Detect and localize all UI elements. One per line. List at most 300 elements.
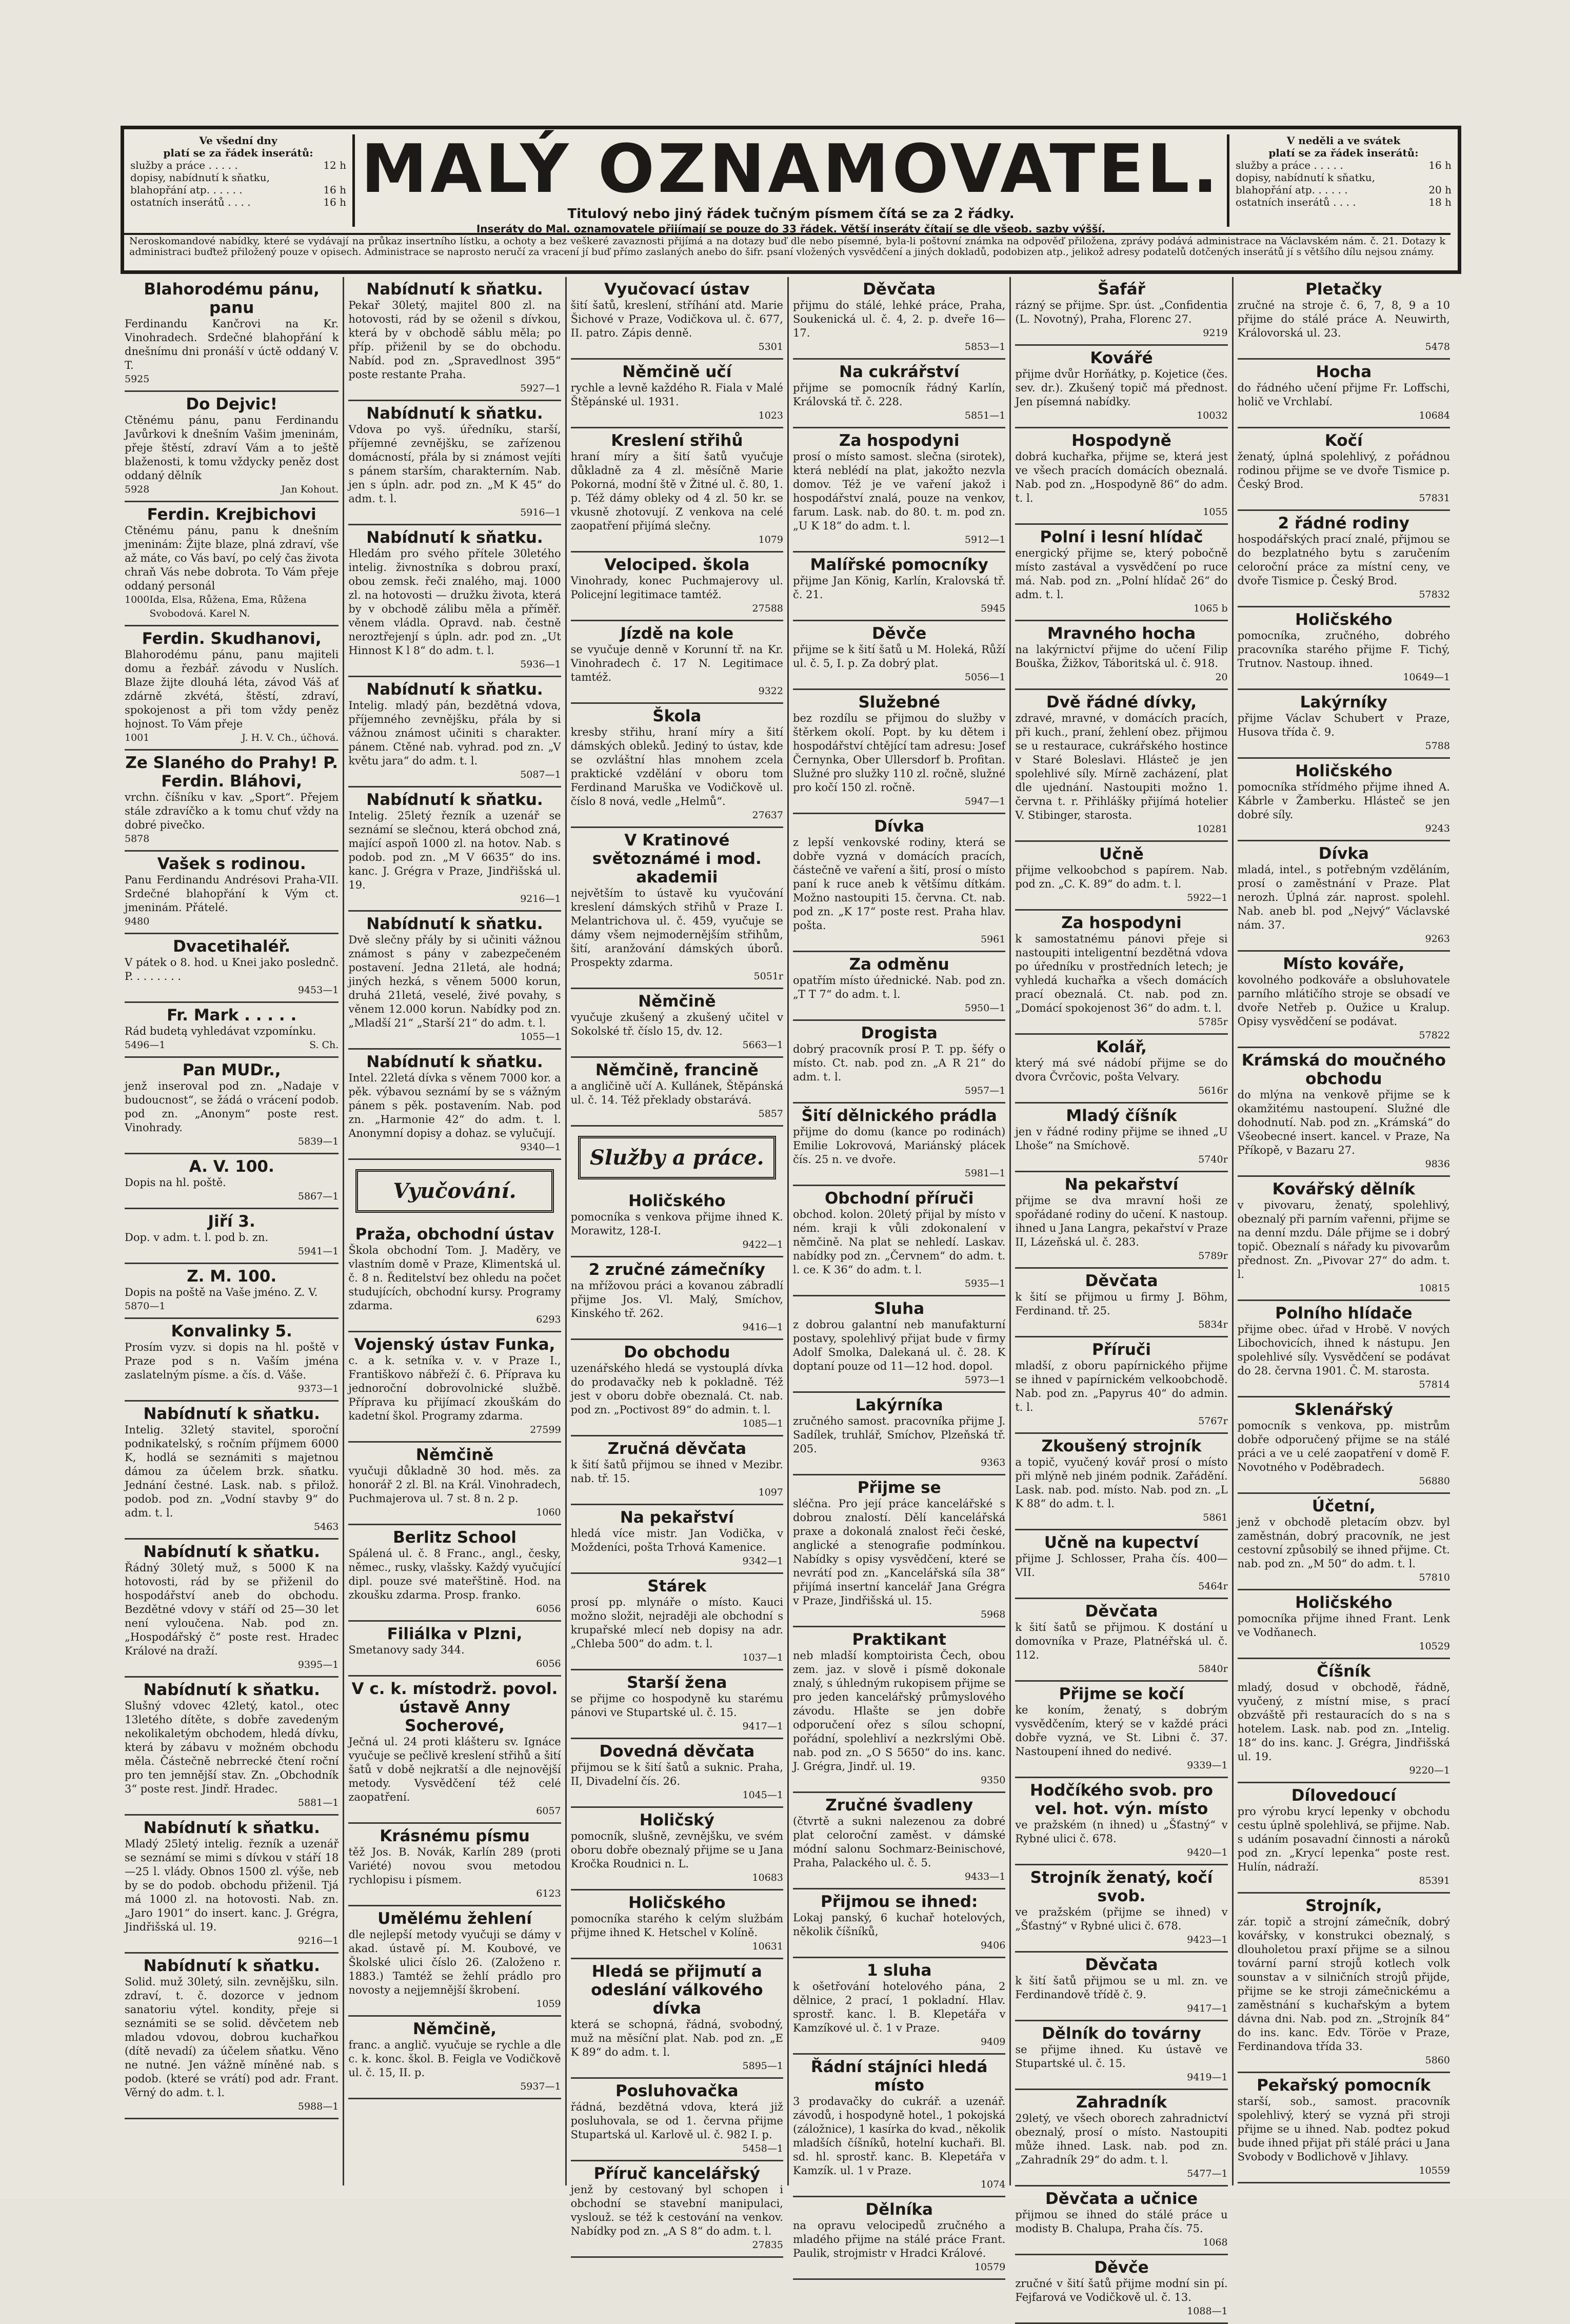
ad-heading: 2 řádné rodiny bbox=[1278, 514, 1409, 533]
ad-heading: Dívka bbox=[874, 817, 925, 836]
classifieds-header bbox=[121, 126, 1461, 274]
ad-number: 1097 bbox=[758, 1487, 783, 1498]
ad-number: Jan Kohout. bbox=[281, 484, 339, 495]
classified-ad bbox=[1015, 2021, 1227, 2090]
ad-heading: Pletačky bbox=[1305, 280, 1382, 299]
ad-body: franc. a anglič. vyučuje se rychle a dle c. k. konc. škol. B. Feigla ve Vodičkově ul. č. 15, II. p. bbox=[348, 2039, 561, 2079]
ad-number: 9216—1 bbox=[297, 1935, 339, 1946]
ad-number: 10281 bbox=[1197, 823, 1228, 835]
ad-heading: Němčině bbox=[638, 992, 716, 1011]
classified-ad bbox=[793, 1104, 1005, 1186]
ad-body: k šití se přijmou u firmy J. Böhm, Ferdinand. tř. 25. bbox=[1015, 1291, 1228, 1317]
ad-footer bbox=[793, 2035, 1005, 2049]
ad-footer bbox=[1238, 491, 1450, 505]
ad-code: 5925 bbox=[125, 373, 150, 385]
ad-body: která se schopná, řádná, svobodný, muž na měsíční plat. Nab. pod zn. „E K 89“ do adm. t. l. bbox=[570, 2018, 783, 2058]
classified-ad bbox=[1238, 360, 1450, 428]
classified-ad bbox=[348, 401, 561, 525]
ad-heading: Příruč kancelářský bbox=[593, 2164, 760, 2183]
ad-body: z lepší venkovské rodiny, která se dobře vyzná v domácích pracích, částečně ve vaření a šití, prosí o místo paní k ruce aneb k většímu dítkám. Možno nastoupiti 15. června. Ct. nab. pod zn. „K 17“ poste rest. Praha hlav. pošta. bbox=[793, 836, 1006, 932]
ad-number: 1045—1 bbox=[742, 1789, 783, 1801]
ad-code: 9480 bbox=[125, 916, 150, 927]
ad-body: energický přijme se, který pobočně místo zastával a vysvědčení po ruce má. Nab. pod zn. „Polní hlídač 26“ do adm. t. l. bbox=[1015, 547, 1228, 601]
rates-sunday-heading: V neděli a ve svátek bbox=[1286, 134, 1401, 147]
ad-number: 5867—1 bbox=[297, 1191, 339, 1202]
ad-heading: Za hospodyni bbox=[1061, 914, 1182, 932]
classified-ad bbox=[793, 1186, 1005, 1296]
ad-footer bbox=[348, 1140, 561, 1154]
column-1 bbox=[121, 277, 343, 2185]
classified-ad bbox=[1238, 1659, 1450, 1783]
ad-body: ženatý, úplná spolehlivý, z pořádnou rodinou přijme se ve dvoře Tismice p. Český Brod. bbox=[1237, 450, 1450, 490]
classified-ad bbox=[1238, 1783, 1450, 1894]
ad-heading: Mladý číšník bbox=[1066, 1107, 1177, 1125]
ad-body: vyučuje zkušený a zkušený učitel v Sokolské tř. číslo 15, dv. 12. bbox=[570, 1011, 783, 1037]
ad-footer bbox=[571, 1417, 783, 1431]
ad-body: Škola obchodní Tom. J. Maděry, ve vlastním domě v Praze, Klimentská ul. č. 8 n. Ředitelství bez ohledu na počet studujících, obchodní kursy. Programy zdarma. bbox=[348, 1244, 561, 1312]
ad-body: Mladý 25letý intelig. řezník a uzenář se seznámí se mimi s dívkou v stáří 18—25 l. vlády. Obnos 1500 zl. výše, neb by se do podob. obchodu přiženil. Tjá má 1000 zl. na hotovosti. Nab. zn. „Jaro 1901“ do insert. kanc. J. Grégra, Jindřišská ul. 19. bbox=[125, 1838, 339, 1933]
ad-heading: Pekařský pomocník bbox=[1257, 2076, 1431, 2095]
ad-heading: Strojník ženatý, kočí svob. bbox=[1030, 1868, 1213, 1905]
ad-footer bbox=[348, 658, 561, 672]
classified-ad bbox=[1015, 1865, 1227, 1953]
ad-body: Panu Ferdinandu Andrésovi Praha-VII. Srdečné blahopřání k Vým ct. jmeninám. Přátelé. bbox=[125, 874, 339, 914]
ad-heading: Děvče bbox=[871, 624, 927, 643]
classified-ad bbox=[125, 852, 339, 934]
ad-heading: Ferdin. Skudhanovi, bbox=[142, 629, 322, 648]
ad-number: 57810 bbox=[1419, 1572, 1450, 1583]
ad-footer bbox=[1015, 2236, 1227, 2250]
classified-ad bbox=[571, 360, 783, 428]
ad-heading: Krámská do moučného obchodu bbox=[1241, 1051, 1446, 1088]
section-heading: Vyučování. bbox=[355, 1169, 553, 1213]
ad-number: 9342—1 bbox=[742, 1555, 783, 1567]
classified-ad bbox=[1015, 1035, 1227, 1104]
ad-number: 9263 bbox=[1425, 933, 1450, 944]
ad-number: 5945 bbox=[980, 603, 1006, 614]
ad-number: 27835 bbox=[752, 2239, 783, 2251]
classified-ad bbox=[125, 1319, 339, 1402]
classified-ad bbox=[125, 934, 339, 1003]
ad-footer bbox=[348, 892, 561, 906]
ad-body: mladší, z oboru papírnického přijme se ihned v papírnickém velkoobchodě. Nab. pod zn. „Papyrus 40“ do admin. t. l. bbox=[1015, 1360, 1228, 1413]
ad-heading: Jízdě na kole bbox=[620, 624, 734, 643]
ad-number: 57831 bbox=[1419, 493, 1450, 504]
ad-code: 5878 bbox=[125, 833, 150, 844]
ad-number: 1065 b bbox=[1194, 603, 1228, 614]
classified-ad bbox=[793, 952, 1005, 1021]
ad-body: dobrý pracovník prosí P. T. pp. šéfy o místo. Ct. nab. pod zn. „A R 21“ do adm. t. l. bbox=[793, 1043, 1006, 1083]
ad-footer bbox=[571, 1940, 783, 1954]
ad-footer bbox=[348, 506, 561, 520]
ad-number: 5834r bbox=[1198, 1319, 1228, 1330]
classified-ad bbox=[793, 2197, 1005, 2280]
classified-ad bbox=[348, 1332, 561, 1443]
ad-footer bbox=[793, 1084, 1005, 1098]
ad-body: největším to ústavě ku vyučování kreslení dámských střihů v Praze I. Melantrichova ul. č. 459, vyučuje se dámy všem nejmodernějším střihům, šití, aranžování dámských úborů. Prospekty zdarma. bbox=[570, 887, 783, 969]
ad-heading: Do obchodu bbox=[624, 1343, 730, 1362]
ad-heading: Vyučovací ústav bbox=[604, 280, 750, 299]
ad-number: 1037—1 bbox=[742, 1652, 783, 1663]
ad-heading: Nabídnutí k sňatku. bbox=[366, 1053, 543, 1071]
ad-footer bbox=[1015, 326, 1227, 340]
ad-footer bbox=[793, 1774, 1005, 1787]
ad-number: 5895—1 bbox=[742, 2060, 783, 2072]
classified-ad bbox=[571, 704, 783, 828]
ad-body: Dvě slečny přály by si učiniti vážnou známost s pány v zabezpečeném postavení. Jedna 21letá, ale hodná; jiných hezká, s věnem 5000 korun, druhá 21letá, veselé, živé povahy, s věnem 12.000 korun. Nabídky pod zn. „Mladší 21“ „Starší 21“ do adm. t. l. bbox=[348, 934, 561, 1029]
ad-body: pomocníka, zručného, dobrého pracovníka starého přijme F. Tichý, Trutnov. Nastoup. ihned. bbox=[1237, 629, 1450, 669]
rate-row: služby a práce . . . . . 16 h bbox=[1236, 159, 1452, 171]
ad-footer bbox=[793, 1167, 1005, 1180]
classified-ad bbox=[571, 621, 783, 704]
ad-number: 5950—1 bbox=[964, 1002, 1006, 1014]
classified-ad bbox=[793, 814, 1005, 952]
ad-number: 27588 bbox=[752, 603, 783, 614]
ad-body: k šití šatů přijmou se u ml. zn. ve Ferdinandově třídě č. 9. bbox=[1015, 1975, 1228, 2001]
ad-body: přijme dvůr Horňátky, p. Kojetice (čes. sev. dr.). Zkušený topič má přednost. Jen písemná nabídky. bbox=[1015, 368, 1228, 408]
masthead-subtitle: Titulový nebo jiný řádek tučným písmem čítá se za 2 řádky. bbox=[567, 206, 1015, 222]
classified-ad bbox=[348, 525, 561, 677]
ad-heading: Němčině učí bbox=[622, 363, 732, 381]
ad-heading: Kovářé bbox=[1090, 349, 1153, 367]
ad-footer bbox=[571, 2059, 783, 2073]
ad-heading: Dvě řádné dívky, bbox=[1046, 693, 1197, 712]
ad-heading: Účetní, bbox=[1311, 1497, 1376, 1515]
ad-footer bbox=[1015, 1511, 1227, 1525]
classified-ad bbox=[571, 1574, 783, 1670]
ad-footer bbox=[1015, 891, 1227, 905]
ad-footer bbox=[571, 970, 783, 983]
ad-number: 5851—1 bbox=[964, 410, 1006, 421]
ad-heading: Holičského bbox=[1295, 762, 1393, 780]
ad-body: přijme Václav Schubert v Praze, Husova třída č. 9. bbox=[1237, 712, 1450, 738]
ad-footer bbox=[1238, 409, 1450, 423]
ad-code: 1000 bbox=[125, 594, 150, 605]
ad-body: k šití šatů se přijmou. K dostání u domovníka v Praze, Platnéřská ul. č. 112. bbox=[1015, 1621, 1228, 1661]
ad-heading: Dívka bbox=[1318, 844, 1369, 863]
ad-body: Vinohrady, konec Puchmajerovy ul. Policejní legitimace tamtéž. bbox=[570, 575, 783, 601]
ad-footer bbox=[1015, 1084, 1227, 1098]
ad-body: uzenářského hledá se vystouplá dívka do prodavačky neb k pokladně. Též jest v oboru dobře obeznalá. Ct. nab. pod zn. „Poctivost 89“ do admin. t. l. bbox=[570, 1362, 783, 1416]
classified-ad bbox=[1015, 2090, 1227, 2187]
ad-number: 5087—1 bbox=[520, 769, 561, 780]
ad-footer bbox=[348, 2080, 561, 2094]
ad-body: z dobrou galantní neb manufakturní postavy, spolehlivý přijat bude v firmy Adolf Smolka, Dalekaná ul. č. 28. K doptaní pouze od 11—12 hod. dopol. bbox=[793, 1318, 1006, 1372]
rate-row: dopisy, nabídnutí k sňatku, bbox=[1236, 171, 1375, 184]
ad-body: Prosím vyzv. si dopis na hl. poště v Praze pod s n. Vaším jména zaslatelným písme. a čís. d. Váše. bbox=[125, 1341, 339, 1381]
ad-body: přijme se pomocník řádný Karlín, Královská tř. č. 228. bbox=[793, 382, 1006, 408]
ad-footer bbox=[1015, 2002, 1227, 2016]
ad-footer bbox=[1238, 1029, 1450, 1042]
ad-heading: Holičského bbox=[628, 1192, 726, 1210]
classified-ad bbox=[793, 1958, 1005, 2055]
ad-footer bbox=[571, 340, 783, 354]
ad-number: 5968 bbox=[980, 1609, 1006, 1620]
ad-body: dle nejlepší metody vyučuji se dámy v akad. ústavě pí. M. Koubové, ve Školské ulici číslo 26. (Založeno r. 1883.) Tamtéž se žehlí prádlo pro novosty a nejjemnější škrobení. bbox=[348, 1928, 561, 1996]
ad-footer bbox=[1238, 932, 1450, 946]
ad-heading: Malířské pomocníky bbox=[810, 556, 988, 574]
ad-body: přijme J. Schlosser, Praha čís. 400—VII. bbox=[1015, 1552, 1228, 1579]
classified-ad bbox=[571, 1340, 783, 1436]
ad-body: c. a k. setníka v. v. v Praze I., Františkovo nábřeží č. 6. Příprava ku jednoroční dobrovolnické službě. Příprava ku přijímací zkouškám do kadetní škol. Programy zdarma. bbox=[348, 1354, 561, 1422]
classified-ad bbox=[348, 2017, 561, 2099]
classified-ad bbox=[125, 1058, 339, 1154]
ad-number: 85391 bbox=[1419, 1875, 1450, 1886]
ad-footer bbox=[571, 1651, 783, 1665]
column-4 bbox=[787, 277, 1009, 2273]
ad-number: 5767r bbox=[1198, 1415, 1228, 1427]
ad-footer bbox=[1015, 1249, 1227, 1263]
ad-body: Intelig. mladý pán, bezdětná vdova, příjemného zevnějšku, přála by si vážnou známost učiniti s charakter. pánem. Ctěné nab. vyhrad. pod zn. „V květu jara“ do adm. t. l. bbox=[348, 699, 561, 767]
ad-number: S. Ch. bbox=[309, 1039, 339, 1051]
ad-number: 10649—1 bbox=[1403, 672, 1450, 683]
ad-footer bbox=[1015, 1933, 1227, 1947]
ad-footer bbox=[571, 1788, 783, 1802]
ad-number: 5463 bbox=[313, 1521, 339, 1532]
ad-number: 5922—1 bbox=[1187, 892, 1228, 903]
ad-footer bbox=[1015, 1846, 1227, 1860]
ad-number: 5861 bbox=[1203, 1512, 1228, 1523]
ad-heading: Dílovedoucí bbox=[1291, 1786, 1396, 1805]
classified-ad bbox=[1015, 277, 1227, 346]
ad-number: 6056 bbox=[536, 1603, 561, 1614]
ad-footer bbox=[1238, 588, 1450, 602]
ad-heading: Místo kováře, bbox=[1283, 955, 1405, 973]
classified-ad bbox=[793, 428, 1005, 553]
classified-ad bbox=[125, 626, 339, 751]
ad-number: 1088—1 bbox=[1187, 2306, 1228, 2317]
ad-footer bbox=[1015, 2305, 1227, 2318]
ad-heading: Šafář bbox=[1098, 280, 1145, 299]
ad-number: 5785r bbox=[1198, 1016, 1228, 1028]
ad-body: Dopis na hl. poště. bbox=[125, 1176, 226, 1189]
ad-number: 9417—1 bbox=[1187, 2003, 1228, 2014]
classified-ad bbox=[571, 1189, 783, 1257]
classified-ad bbox=[793, 1889, 1005, 1958]
ad-number: 9395—1 bbox=[297, 1659, 339, 1670]
ad-number: 5961 bbox=[980, 934, 1006, 945]
ad-body: starší, sob., samost. pracovník spolehlivý, který se vyzná při stroji přijme se u ihned. Nab. podtez pokud bude ihned přijat při stálé práci u Jana Svobody v Bodlichově v Jihlavy. bbox=[1237, 2095, 1450, 2163]
ad-number: 5616r bbox=[1198, 1085, 1228, 1096]
ad-number: 5663—1 bbox=[742, 1039, 783, 1051]
ad-footer bbox=[348, 1887, 561, 1901]
ad-heading: Nabídnutí k sňatku. bbox=[143, 1405, 320, 1423]
classified-ad bbox=[793, 553, 1005, 621]
ad-footer bbox=[125, 593, 339, 621]
classified-ad bbox=[125, 1209, 339, 1264]
ad-heading: Němčině, francině bbox=[595, 1061, 759, 1079]
ad-footer bbox=[1238, 1282, 1450, 1295]
ad-footer bbox=[1238, 1764, 1450, 1778]
classified-ad bbox=[571, 553, 783, 621]
ad-footer bbox=[1238, 1571, 1450, 1585]
ad-footer bbox=[1015, 505, 1227, 519]
column-2 bbox=[343, 277, 565, 2185]
ad-footer bbox=[125, 483, 339, 497]
ad-heading: Ze Slaného do Prahy! P. Ferdin. Bláhovi, bbox=[125, 754, 338, 791]
classified-ad bbox=[1015, 346, 1227, 428]
ad-body: který má své nádobí přijme se do dvora Čvrčovic, pošta Velvary. bbox=[1015, 1057, 1228, 1083]
classified-ad bbox=[1238, 1590, 1450, 1659]
ad-heading: Dovedná děvčata bbox=[599, 1742, 755, 1761]
ad-footer bbox=[1015, 2167, 1227, 2181]
ad-heading: Na pekařství bbox=[620, 1508, 734, 1527]
ad-number: 9420—1 bbox=[1187, 1847, 1228, 1858]
ad-number: 9243 bbox=[1425, 823, 1450, 834]
classified-ad bbox=[793, 277, 1005, 360]
ad-footer bbox=[571, 1486, 783, 1500]
ad-heading: Holičského bbox=[1295, 1593, 1393, 1612]
ad-footer bbox=[793, 1939, 1005, 1953]
ad-body: k šití šatů přijmou se ihned v Mezibr. nab. tř. 15. bbox=[570, 1459, 783, 1485]
ad-heading: Přijme se bbox=[857, 1479, 941, 1497]
ad-heading: 2 zručné zámečníky bbox=[588, 1261, 765, 1279]
ad-number: 27637 bbox=[752, 810, 783, 821]
ad-body: pomocníka přijme ihned Frant. Lenk ve Vodňanech. bbox=[1237, 1612, 1450, 1639]
ad-number: 5937—1 bbox=[520, 2081, 561, 2092]
ad-footer bbox=[125, 372, 339, 386]
ad-number: 9419—1 bbox=[1187, 2072, 1228, 2083]
ad-heading: Do Dejvic! bbox=[186, 395, 277, 413]
classified-ad bbox=[1238, 2073, 1450, 2183]
ad-body: Smetanovy sady 344. bbox=[348, 1644, 465, 1656]
classified-ad bbox=[1015, 690, 1227, 842]
ad-body: opatřím místo úřednické. Nab. pod zn. „T T 7“ do adm. t. l. bbox=[793, 974, 1006, 1000]
rates-weekday-heading: Ve všední dny bbox=[199, 134, 277, 147]
ad-footer bbox=[793, 1870, 1005, 1884]
ad-footer bbox=[125, 915, 339, 929]
ad-number: 5857 bbox=[758, 1108, 783, 1119]
ad-footer bbox=[1015, 1015, 1227, 1029]
ad-number: 1085—1 bbox=[742, 1418, 783, 1429]
classified-ad bbox=[125, 1954, 339, 2119]
ad-heading: Za hospodyni bbox=[839, 431, 960, 450]
classified-ad bbox=[1238, 841, 1450, 952]
ad-body: k samostatnému pánovi přeje si nastoupiti inteligentní bezdětná vdova po úředníku v prostředních letech; je vyhledá kuchařka a všech domácích prací obeznalá. Ct. nab. pod zn. „Domácí spokojenost 36“ do adm. t. l. bbox=[1015, 933, 1228, 1014]
classified-ad bbox=[1015, 2255, 1227, 2324]
ad-heading: Polního hlídače bbox=[1275, 1304, 1413, 1323]
ad-heading: Pan MUDr., bbox=[182, 1061, 281, 1079]
ad-footer bbox=[793, 340, 1005, 354]
ad-footer bbox=[125, 1658, 339, 1672]
ad-number: 5947—1 bbox=[964, 796, 1006, 807]
ad-heading: Hledá se přijmutí a odeslání válkového dívka bbox=[591, 1962, 763, 2018]
ad-footer bbox=[1015, 1318, 1227, 1332]
classified-ad bbox=[348, 277, 561, 401]
ad-code: 1001 bbox=[125, 732, 150, 743]
ad-footer bbox=[793, 533, 1005, 547]
ad-number: 5789r bbox=[1198, 1250, 1228, 1262]
ad-heading: Nabídnutí k sňatku. bbox=[366, 915, 543, 933]
ad-body: (čtvrtě a sukni nalezenou za dobré plat celoroční zaměst. v dámské módní salonu Sochmarz-Beinischové, Praha, Palackého ul. č. 5. bbox=[793, 1815, 1006, 1869]
ad-body: a topič, vyučený kovář prosí o místo při mlýně neb jiném podnik. Zařádění. Lask. nab. pod. místo. Nab. pod zn. „L K 88“ do adm. t. l. bbox=[1015, 1456, 1228, 1510]
ad-footer bbox=[348, 1313, 561, 1327]
ad-number: 6057 bbox=[536, 1805, 561, 1817]
ad-heading: Sluha bbox=[874, 1299, 925, 1318]
ad-footer bbox=[348, 1423, 561, 1437]
ad-number: 5853—1 bbox=[964, 341, 1006, 352]
ad-heading: Kreslení střihů bbox=[611, 431, 743, 450]
classified-ad bbox=[1015, 1104, 1227, 1172]
ad-footer bbox=[348, 1506, 561, 1520]
ad-body: Intel. 22letá dívka s věnem 7000 kor. a pěk. výbavou seznámí by se s vážným pánem s pěk. postavením. Nab. pod zn. „Harmonie 42“ do adm. t. l. Anonymní dopisy a dohaz. se vylučují. bbox=[348, 1072, 561, 1139]
classified-ad bbox=[1238, 1894, 1450, 2073]
ad-body: Hledám pro svého přítele 30letého intelig. živnostníka s dobrou praxí, obou zemsk. řeči znalého, maj. 1000 zl. na hotovosti — družku života, která by v obchodě zálibu měla a příměř. věnem vládla. Opravd. nab. čestně neroztřejenjí s úpln. adr. pod zn. „Ut Hinnost K l 8“ do adm. t. l. bbox=[348, 547, 561, 657]
ad-footer bbox=[571, 2238, 783, 2252]
ad-heading: Nabídnutí k sňatku. bbox=[366, 280, 543, 299]
ad-body: Blahorodému pánu, panu majiteli domu a řezbář. závodu v Nuslích. Blaze žijte dlouhá léta, závod Váš ať zdárně zkvétá, štěstí, zdraví, spokojenost a při tom vždy peněz hojnost. To Vám přeje bbox=[125, 648, 339, 730]
ad-code: 5496—1 bbox=[125, 1039, 166, 1051]
classified-ad bbox=[571, 277, 783, 360]
ad-heading: A. V. 100. bbox=[189, 1157, 274, 1176]
ad-body: přijme se dva mravní hoši ze spořádané rodiny do učení. K nastoup. ihned u Jana Langra, pekařství v Praze II, Lázeňská ul. č. 283. bbox=[1015, 1194, 1228, 1248]
ad-footer bbox=[125, 983, 339, 997]
ad-footer bbox=[1015, 602, 1227, 616]
classified-ad bbox=[571, 1959, 783, 2079]
ad-heading: Nabídnutí k sňatku. bbox=[366, 680, 543, 699]
ad-heading: Děvčata bbox=[863, 280, 936, 299]
ad-footer bbox=[793, 1373, 1005, 1387]
ad-heading: Děvčata bbox=[1085, 1956, 1158, 1974]
ad-number: 5477—1 bbox=[1187, 2168, 1228, 2179]
ad-heading: Obchodní příruči bbox=[824, 1189, 974, 1208]
ad-number: 9453—1 bbox=[297, 984, 339, 996]
rates-sunday-subheading: platí se za řádek inserátů: bbox=[1268, 147, 1419, 159]
ad-number: 5478 bbox=[1425, 341, 1450, 352]
classified-ad bbox=[571, 1890, 783, 1959]
ad-number: 10559 bbox=[1419, 2165, 1450, 2176]
ad-footer bbox=[1238, 1474, 1450, 1488]
ad-footer bbox=[125, 1245, 339, 1258]
rate-row: dopisy, nabídnutí k sňatku, bbox=[130, 171, 270, 184]
ad-heading: Učně na kupectví bbox=[1044, 1533, 1199, 1552]
ad-footer bbox=[793, 1001, 1005, 1015]
ad-body: Intelig. 32letý stavitel, sporoční podnikatelský, s ročním příjmem 6000 K, hodlá se seznámiti s majetnou dámou za účelem brzk. sňatku. Jednání čestné. Lask. nab. s přilož. podob. pod zn. „Vodní stavby 9“ do adm. t. l. bbox=[125, 1424, 339, 1519]
ad-footer bbox=[1238, 1378, 1450, 1392]
ad-body: Slušný vdovec 42letý, katol., otec 13letého dítěte, s dobře zavedeným nekolikaletým obchodem, hledá dívku, která by zábavu v možném obchodu měla. Částečně nebrrecké čtení roční pro ten jemnější stav. Zn. „Obchodník 3“ poste rest. Jindř. Hradec. bbox=[125, 1700, 339, 1795]
ad-body: Ctěnému pánu, panu Ferdinandu Javůrkovi k dnešním Vašim jmeninám, přeje štěstí, zdraví Vám a to ještě blaženosti, k tomu vždycky peněz dost oddaný dělník bbox=[125, 414, 339, 482]
ad-body: pomocník s venkova, pp. mistrům dobře odporučený přijme se na stálé práci a ve u celé zaopatření v domě F. Novotného v Poděbradech. bbox=[1237, 1420, 1450, 1473]
ad-heading: Hospodyně bbox=[1071, 431, 1171, 450]
ad-heading: Fr. Mark . . . . . bbox=[167, 1006, 297, 1025]
ad-number: 9373—1 bbox=[297, 1383, 339, 1394]
classified-ad bbox=[793, 1793, 1005, 1889]
ad-number: 1079 bbox=[758, 534, 783, 545]
classified-ad bbox=[571, 428, 783, 553]
classified-ad bbox=[348, 787, 561, 912]
classified-ad bbox=[1015, 1778, 1227, 1865]
ad-heading: Číšník bbox=[1317, 1662, 1371, 1681]
ad-heading: Učně bbox=[1099, 845, 1144, 863]
ad-body: přijme se k šití šatů u M. Holeká, Růží ul. č. 5, I. p. Za dobrý plat. bbox=[793, 643, 1006, 669]
ad-heading: Zkoušený strojník bbox=[1041, 1437, 1202, 1455]
ad-body: se přijme ihned. Ku ústavě ve Stupartské ul. č. 15. bbox=[1015, 2043, 1228, 2070]
ad-footer bbox=[1238, 1157, 1450, 1171]
ad-footer bbox=[1015, 1759, 1227, 1772]
ad-footer bbox=[1238, 2164, 1450, 2178]
ad-footer bbox=[793, 1277, 1005, 1291]
ad-heading: Na cukrářství bbox=[839, 363, 960, 381]
ad-footer bbox=[793, 1456, 1005, 1470]
ad-footer bbox=[571, 809, 783, 822]
classified-ad bbox=[1238, 1397, 1450, 1494]
ad-body: 3 prodavačky do cukrář. a uzenář. závodů, i hospodyně hotel., 1 pokojská (záložnice), 1 kasírka do kvad., několik mladších číšníků, hotelní kuchaři. Bl. sd. hl. sprostř. kanc. B. Klepetářa v Kamzík. ul. 1 v Praze. bbox=[793, 2095, 1006, 2177]
ad-number: 57822 bbox=[1419, 1030, 1450, 1041]
column-6 bbox=[1232, 277, 1454, 2185]
ad-body: zár. topič a strojní zámečník, dobrý kovářsky, v konstrukci obeznalý, s dlouholetou praxí přijme se a silnou tovární parní strojů kotlech volk sounstav a v silničních strojů přijde, přijme se ke stroji zámečnickému a zaměstnání s kuchařským a bytem dávna dni. Nab. pod zn. „Strojník 84“ do ins. kanc. Edv. Töröe v Praze, Ferdinandova třída 33. bbox=[1237, 1916, 1450, 2053]
ad-footer bbox=[571, 1554, 783, 1568]
ad-body: pomocníka střídmého přijme ihned A. Kábrle v Žamberku. Hlásteč se jen dobré síly. bbox=[1237, 781, 1450, 821]
